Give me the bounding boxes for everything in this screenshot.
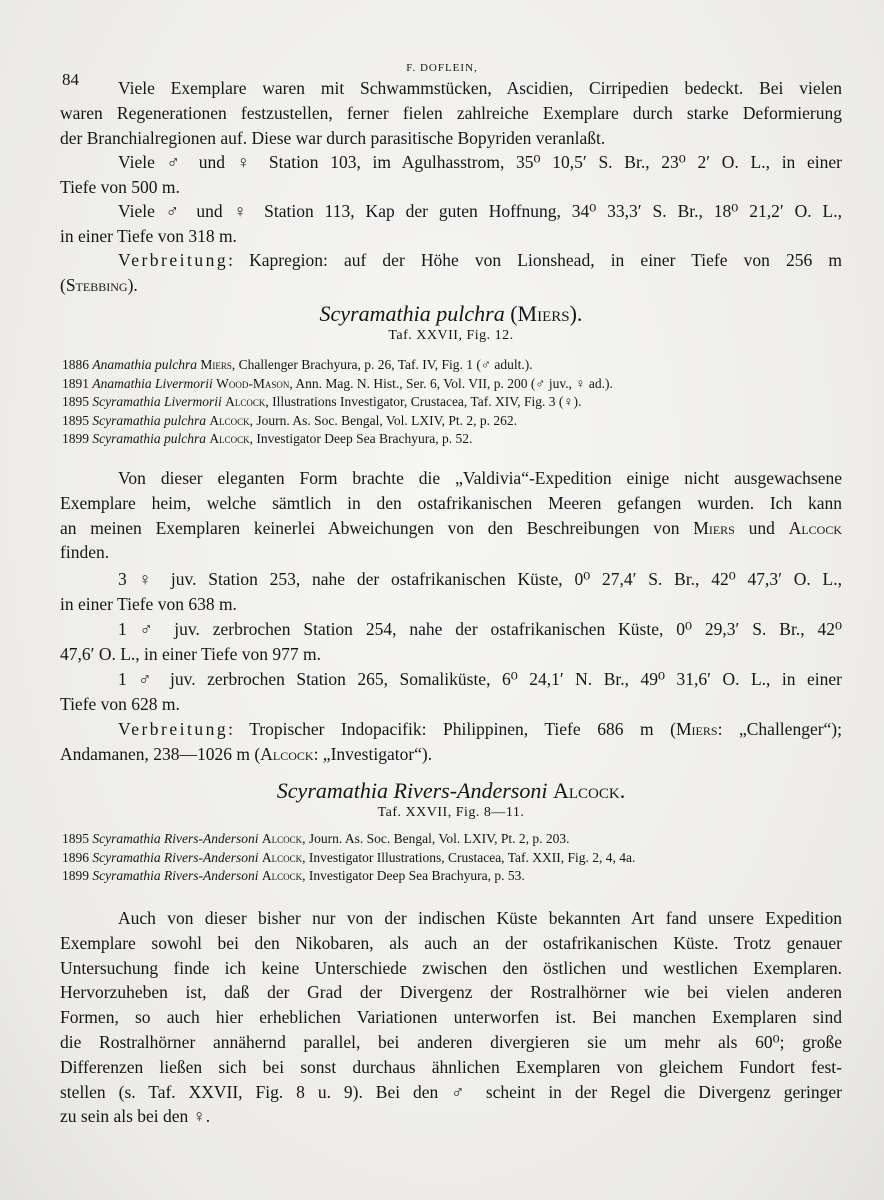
running-head: F. DOFLEIN, <box>406 62 478 74</box>
small-caps-name: Alcock <box>788 517 842 538</box>
text-line <box>60 692 842 717</box>
text-run: stellen (s. Taf. XXVII, Fig. 8 u. 9). Bei den ♂ scheint in der Regel die Divergenz geringer <box>60 1081 842 1102</box>
italic-text: Scyramathia Rivers-Andersoni <box>92 868 259 884</box>
species-heading <box>60 777 842 805</box>
text-line <box>60 667 842 692</box>
text-line <box>60 742 842 767</box>
italic-text: Scyramathia Livermorii <box>92 394 222 410</box>
paragraph <box>60 567 842 617</box>
text-run: Formen, so auch hier erheblichen Variationen unterworfen ist. Bei manchen Exemplaren sind <box>60 1007 842 1028</box>
text-run: Tiefe von 628 m. <box>60 693 180 714</box>
text-run: , Journ. As. Soc. Bengal, Vol. LXIV, Pt. 2, p. 203. <box>302 831 570 846</box>
text-run: an meinen Exemplaren keinerlei Abweichungen von den Beschreibungen von <box>60 517 694 538</box>
text-line <box>60 76 842 101</box>
small-caps-name: Alcock <box>261 831 303 846</box>
text-line <box>60 642 842 667</box>
small-caps-name: Alcock <box>261 868 303 884</box>
text-run: 47,6′ O. L., in einer Tiefe von 977 m. <box>60 643 321 664</box>
synonymy-entry <box>62 830 844 849</box>
text-run: finden. <box>60 542 110 563</box>
italic-text: Scyramathia pulchra <box>92 431 206 447</box>
text-run: Viele ♂ und ♀ Station 113, Kap der guten Hoffnung, 34⁰ 33,3′ S. Br., 18⁰ 21,2′ O. L., <box>118 201 842 221</box>
small-caps-name: Stebbing <box>65 274 128 295</box>
text-run: : „Challenger“); <box>717 719 842 739</box>
text-run: 3 ♀ juv. Station 253, nahe der ostafrikanischen Küste, 0⁰ 27,4′ S. Br., 42⁰ 47,3′ O. L., <box>118 569 842 589</box>
text-line <box>60 1005 842 1030</box>
small-caps-name: Miers <box>693 517 735 538</box>
small-caps-name: Alcock <box>209 431 250 447</box>
text-line <box>60 956 842 981</box>
text-run: , Challenger Brachyura, p. 26, Taf. IV, Fig. 1 (♂ adult.). <box>231 357 533 372</box>
text-run: Andamanen, 238—1026 m ( <box>60 743 261 764</box>
text-run: ( <box>60 274 66 295</box>
small-caps-name: Alcock <box>209 412 250 428</box>
small-caps-name: Alcock <box>261 849 303 865</box>
text-run: : Kapregion: auf der Höhe von Lionshead, in einer Tiefe von 256 m <box>228 250 842 270</box>
text-line <box>60 516 842 541</box>
synonymy-entry <box>62 393 844 412</box>
text-line <box>60 1104 842 1129</box>
small-caps-name: Miers <box>676 719 718 739</box>
paragraph <box>60 150 842 200</box>
text-line <box>60 491 842 516</box>
text-run: , Illustrations Investigator, Crustacea, Taf. XIV, Fig. 3 (♀). <box>265 394 582 410</box>
text-line <box>60 199 842 224</box>
text-run: Differenzen ließen sich bei sonst durchaus ähnlichen Exemplaren von gleichem Fundort fest- <box>60 1056 842 1077</box>
paragraph <box>60 199 842 249</box>
spaced-heading: Verbreitung <box>118 719 229 739</box>
text-run: Tiefe von 500 m. <box>60 176 180 197</box>
text-run: ). <box>127 274 138 295</box>
text-run: Viele ♂ und ♀ Station 103, im Agulhasstrom, 35⁰ 10,5′ S. Br., 23⁰ 2′ O. L., in einer <box>118 152 842 172</box>
italic-text: Anamathia Livermorii <box>92 375 213 391</box>
text-line <box>60 126 842 151</box>
text-run: 1895 <box>62 394 93 410</box>
synonymy-entry <box>62 867 844 886</box>
text-run: 1 ♂ juv. zerbrochen Station 265, Somaliküste, 6⁰ 24,1′ N. Br., 49⁰ 31,6′ O. L., in einer <box>118 669 842 689</box>
italic-text: Scyramathia pulchra <box>92 412 206 428</box>
paragraph <box>60 76 842 150</box>
text-line <box>60 248 842 273</box>
text-run: Von dieser eleganten Form brachte die „Valdivia“-Expedition einige nicht ausgewachsene <box>118 468 842 488</box>
text-line <box>60 150 842 175</box>
text-run: waren Regenerationen festzustellen, ferner fielen zahlreiche Exemplare durch starke Deformierung <box>60 102 842 123</box>
small-caps-name: Wood-Mason <box>216 375 290 391</box>
text-line <box>60 980 842 1005</box>
paragraph <box>60 906 842 1129</box>
synonymy-entry <box>62 375 844 394</box>
text-run: , Investigator Illustrations, Crustacea, Taf. XXII, Fig. 2, 4, 4a. <box>302 849 636 865</box>
text-run: 1 ♂ juv. zerbrochen Station 254, nahe der ostafrikanischen Küste, 0⁰ 29,3′ S. Br., 42⁰ <box>118 619 842 639</box>
paragraph <box>60 717 842 767</box>
text-run: 1895 <box>62 831 93 846</box>
text-run: , Investigator Deep Sea Brachyura, p. 52. <box>249 431 473 447</box>
text-run: in einer Tiefe von 318 m. <box>60 225 237 246</box>
species-title <box>60 300 842 328</box>
text-line <box>60 1080 842 1105</box>
spaced-heading: Verbreitung <box>118 250 229 270</box>
text-line <box>60 273 842 298</box>
text-run: , Ann. Mag. N. Hist., Ser. 6, Vol. VII, p. 200 (♂ juv., ♀ ad.). <box>289 375 613 391</box>
plate-reference-text: Taf. XXVII, Fig. 8—11. <box>377 805 525 820</box>
text-run: , Investigator Deep Sea Brachyura, p. 53. <box>302 868 525 884</box>
text-line <box>60 592 842 617</box>
text-line <box>60 1055 842 1080</box>
synonymy-list <box>62 356 844 449</box>
text-run: und <box>734 517 789 538</box>
text-line <box>60 906 842 931</box>
text-line <box>60 540 842 565</box>
text-line <box>60 224 842 249</box>
small-caps-name: Alcock <box>260 743 314 764</box>
synonymy-list <box>62 830 844 886</box>
paragraph <box>60 466 842 565</box>
text-line <box>60 101 842 126</box>
italic-text: Anamathia pulchra <box>92 357 197 372</box>
plate-reference <box>60 326 842 346</box>
synonymy-entry <box>62 356 844 375</box>
text-run: . <box>619 778 626 803</box>
text-run: : „Investigator“). <box>313 743 433 764</box>
text-run: , Journ. As. Soc. Bengal, Vol. LXIV, Pt. 2, p. 262. <box>249 412 518 428</box>
paragraph <box>60 667 842 717</box>
text-line <box>60 617 842 642</box>
text-run: : Tropischer Indopacifik: Philippinen, Tiefe 686 m ( <box>228 719 676 739</box>
species-heading <box>60 300 842 328</box>
paragraph <box>60 248 842 298</box>
small-caps-name: Alcock <box>552 778 620 803</box>
text-run: 1886 <box>62 357 93 372</box>
text-run: 1899 <box>62 431 93 447</box>
species-title <box>60 777 842 805</box>
italic-text: Scyramathia Rivers-Andersoni <box>92 831 259 846</box>
small-caps-name: Miers <box>517 301 570 326</box>
italic-text: Scyramathia Rivers-Andersoni <box>92 849 259 865</box>
plate-reference <box>60 803 842 823</box>
text-run: 1896 <box>62 849 93 865</box>
text-line <box>60 1030 842 1055</box>
text-line <box>60 567 842 592</box>
small-caps-name: Miers <box>200 357 232 372</box>
text-run: die Rostralhörner annähernd parallel, bei anderen divergieren sie um mehr als 60⁰; große <box>60 1031 842 1052</box>
text-run: 1899 <box>62 868 93 884</box>
synonymy-entry <box>62 412 844 431</box>
italic-text: Scyramathia pulchra <box>319 301 505 326</box>
synonymy-entry <box>62 849 844 868</box>
text-line <box>60 466 842 491</box>
page-number: 84 <box>62 70 79 89</box>
text-run: Untersuchung finde ich keine Unterschiede zwischen den östlichen und westlichen Exemplaren. <box>60 957 842 978</box>
text-run: Viele Exemplare waren mit Schwammstücken, Ascidien, Cirripedien bedeckt. Bei vielen <box>118 78 842 98</box>
text-run: Exemplare sowohl bei den Nikobaren, als auch an der ostafrikanischen Küste. Trotz genauer <box>60 932 842 953</box>
text-line <box>60 717 842 742</box>
text-line <box>60 931 842 956</box>
text-run: der Branchialregionen auf. Diese war durch parasitische Bopyriden veranlaßt. <box>60 127 606 148</box>
italic-text: Scyramathia Rivers-Andersoni <box>276 778 548 803</box>
small-caps-name: Alcock <box>225 394 266 410</box>
text-run: zu sein als bei den ♀. <box>60 1106 211 1127</box>
paragraph <box>60 617 842 667</box>
text-run: Hervorzuheben ist, daß der Grad der Divergenz der Rostralhörner wie bei vielen anderen <box>60 982 842 1003</box>
text-run: Exemplare heim, welche sämtlich in den ostafrikanischen Meeren gefangen wurden. Ich kann <box>60 492 842 513</box>
text-run: 1895 <box>62 412 93 428</box>
text-run: Auch von dieser bisher nur von der indischen Küste bekannten Art fand unsere Expedition <box>118 908 842 928</box>
text-run: 1891 <box>62 375 93 391</box>
text-run: in einer Tiefe von 638 m. <box>60 593 237 614</box>
text-run: ( <box>504 301 518 326</box>
synonymy-entry <box>62 430 844 449</box>
text-run: ). <box>569 301 583 326</box>
plate-reference-text: Taf. XXVII, Fig. 12. <box>388 328 514 343</box>
text-line <box>60 175 842 200</box>
